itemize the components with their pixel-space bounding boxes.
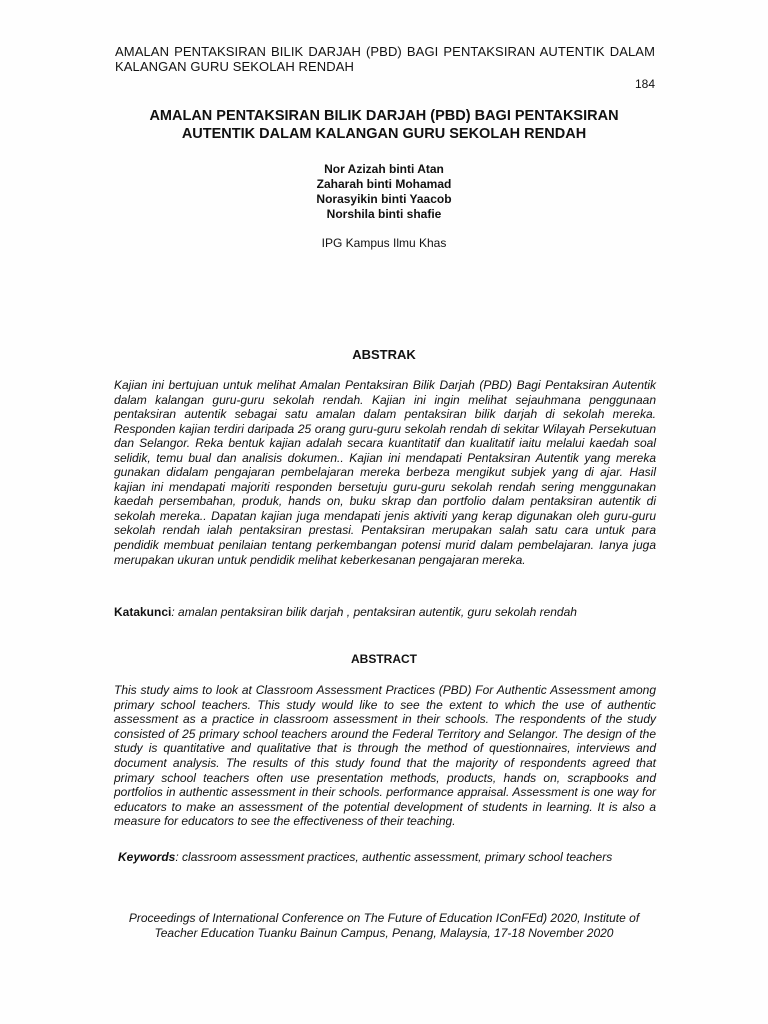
katakunci-label: Katakunci — [114, 605, 172, 619]
author-name: Norasyikin binti Yaacob — [316, 192, 452, 206]
katakunci-line — [114, 605, 674, 619]
author-list — [0, 162, 768, 222]
running-header: AMALAN PENTAKSIRAN BILIK DARJAH (PBD) BAGI PENTAKSIRAN AUTENTIK DALAM KALANGAN GURU SEKOLAH RENDAH — [115, 44, 655, 74]
footer-line-2: Teacher Education Tuanku Bainun Campus, Penang, Malaysia, 17-18 November 2020 — [154, 926, 614, 940]
author-name: Nor Azizah binti Atan — [324, 162, 444, 176]
footer-line-1: Proceedings of International Conference on The Future of Education IConFEd) 2020, Institute of — [128, 911, 640, 925]
title-line-1: AMALAN PENTAKSIRAN BILIK DARJAH (PBD) BAGI PENTAKSIRAN — [149, 108, 619, 124]
abstrak-heading: ABSTRAK — [352, 347, 416, 362]
keywords-label: Keywords — [118, 850, 176, 864]
paper-title — [100, 107, 668, 143]
page-number: 184 — [634, 77, 655, 91]
affiliation: IPG Kampus Ilmu Khas — [321, 236, 447, 250]
title-line-2: AUTENTIK DALAM KALANGAN GURU SEKOLAH RENDAH — [181, 126, 587, 142]
keywords-line — [118, 850, 678, 864]
abstrak-body: Kajian ini bertujuan untuk melihat Amalan Pentaksiran Bilik Darjah (PBD) Bagi Pentaksiran Autentik dalam kalangan guru-guru sekolah rendah. Kajian ini ingin melihat sejauhmana penggunaan pentaksiran autentik sebagai satu amalan dalam pentaksiran bilik darjah di sekolah mereka. Responden kajian terdiri daripada 25 orang guru-guru sekolah rendah di sekitar Wilayah Persekutuan dan Selangor. Reka bentuk kajian adalah secara kuantitatif dan kualitatif iaitu melalui kaedah soal selidik, temu bual dan analisis dokumen.. Kajian ini mendapati Pentaksiran Autentik yang mereka gunakan didalam pengajaran pembelajaran mereka berbeza mengikut subjek yang di ajar. Hasil kajian ini mendapati majoriti responden bersetuju guru-guru sekolah rendah sering menggunakan kaedah persembahan, produk, hands on, buku skrap dan portfolio dalam pentaksiran autentik di sekolah mereka.. Dapatan kajian juga mendapati jenis aktiviti yang kerap digunakan oleh guru-guru sekolah rendah ialah pentaksiran prestasi. Pentaksiran merupakan salah satu cara untuk para pendidik membuat penilaian tentang perkembangan potensi murid dalam pembelajaran. Ianya juga merupakan ukuran untuk pendidik melihat keberkesanan pengajaran mereka. — [114, 378, 656, 567]
author-name: Norshila binti shafie — [326, 207, 442, 221]
proceedings-footer — [110, 911, 658, 941]
abstract-body: This study aims to look at Classroom Assessment Practices (PBD) For Authentic Assessment among primary school teachers. This study would like to see the extent to which the use of authentic assessment as a practice in classroom assessment in their schools. The respondents of the study consisted of 25 primary school teachers around the Federal Territory and Selangor. The design of the study is quantitative and qualitative that is through the method of questionnaires, interviews and document analysis. The results of this study found that the majority of respondents agreed that primary school teachers often use presentation methods, products, hands on, scrapbooks and portfolios in authentic assessment in their schools. performance appraisal. Assessment is one way for educators to make an assessment of the potential development of students in learning. It is also a measure for educators to see the effectiveness of their teaching. — [114, 683, 656, 829]
abstract-heading: ABSTRACT — [351, 652, 417, 666]
keywords-text: : classroom assessment practices, authentic assessment, primary school teachers — [175, 850, 613, 864]
author-name: Zaharah binti Mohamad — [316, 177, 452, 191]
katakunci-text: : amalan pentaksiran bilik darjah , pentaksiran autentik, guru sekolah rendah — [171, 605, 577, 619]
